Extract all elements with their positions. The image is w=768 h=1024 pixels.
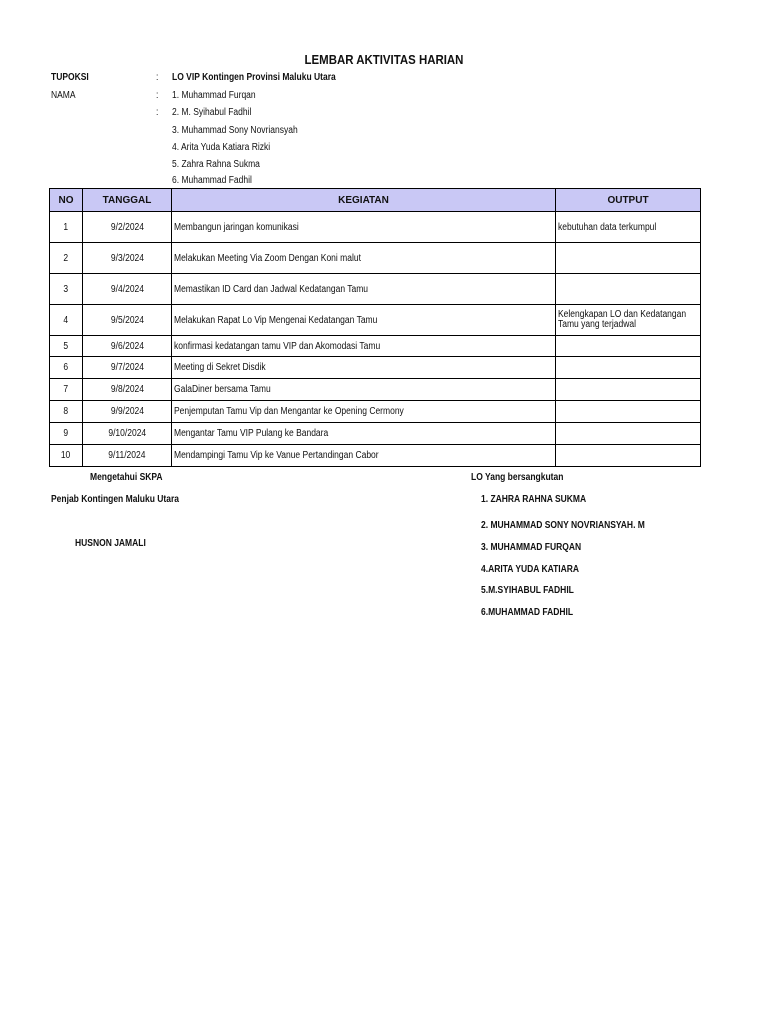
cell-tanggal: 9/7/2024 <box>83 357 172 379</box>
cell-output <box>556 243 701 274</box>
cell-no: 1 <box>50 212 83 243</box>
table-row <box>50 274 701 305</box>
cell-output: kebutuhan data terkumpul <box>556 212 701 243</box>
nama-item: 2. M. Syihabul Fadhil <box>172 107 252 118</box>
tupoksi-label: TUPOKSI <box>51 72 89 83</box>
table-header-row <box>50 189 701 212</box>
cell-output <box>556 357 701 379</box>
cell-tanggal: 9/2/2024 <box>83 212 172 243</box>
lo-name-item: 2. MUHAMMAD SONY NOVRIANSYAH. M <box>481 520 645 531</box>
cell-tanggal: 9/9/2024 <box>83 401 172 423</box>
cell-no: 2 <box>50 243 83 274</box>
cell-kegiatan: Memastikan ID Card dan Jadwal Kedatangan Tamu <box>172 274 556 305</box>
lo-title: LO Yang bersangkutan <box>471 472 564 483</box>
table-row <box>50 401 701 423</box>
cell-kegiatan: Melakukan Rapat Lo Vip Mengenai Kedatangan Tamu <box>172 305 556 336</box>
cell-output <box>556 379 701 401</box>
cell-no: 6 <box>50 357 83 379</box>
document-title: LEMBAR AKTIVITAS HARIAN <box>304 52 464 67</box>
cell-tanggal: 9/10/2024 <box>83 423 172 445</box>
cell-output <box>556 274 701 305</box>
lo-name-item: 1. ZAHRA RAHNA SUKMA <box>481 494 587 505</box>
cell-kegiatan: Meeting di Sekret Disdik <box>172 357 556 379</box>
cell-tanggal: 9/8/2024 <box>83 379 172 401</box>
table-row <box>50 305 701 336</box>
cell-kegiatan: Mendampingi Tamu Vip ke Vanue Pertandingan Cabor <box>172 445 556 467</box>
lo-name-item: 5.M.SYIHABUL FADHIL <box>481 585 574 596</box>
tupoksi-value: LO VIP Kontingen Provinsi Maluku Utara <box>172 72 336 83</box>
nama-item: 5. Zahra Rahna Sukma <box>172 159 260 170</box>
cell-tanggal: 9/11/2024 <box>83 445 172 467</box>
cell-kegiatan: Melakukan Meeting Via Zoom Dengan Koni malut <box>172 243 556 274</box>
cell-output <box>556 336 701 357</box>
table-row <box>50 243 701 274</box>
table-row <box>50 357 701 379</box>
lo-name-item: 6.MUHAMMAD FADHIL <box>481 607 574 618</box>
nama-item: 4. Arita Yuda Katiara Rizki <box>172 142 271 153</box>
nama-item: 1. Muhammad Furqan <box>172 90 256 101</box>
cell-kegiatan: konfirmasi kedatangan tamu VIP dan Akomodasi Tamu <box>172 336 556 357</box>
tupoksi-separator: : <box>156 72 159 83</box>
cell-output <box>556 423 701 445</box>
cell-no: 3 <box>50 274 83 305</box>
table-row <box>50 423 701 445</box>
table-row <box>50 336 701 357</box>
cell-kegiatan: Mengantar Tamu VIP Pulang ke Bandara <box>172 423 556 445</box>
cell-tanggal: 9/4/2024 <box>83 274 172 305</box>
nama-separator-2: : <box>156 107 159 118</box>
signer-name: HUSNON JAMALI <box>75 538 146 549</box>
cell-no: 5 <box>50 336 83 357</box>
cell-kegiatan: GalaDiner bersama Tamu <box>172 379 556 401</box>
cell-tanggal: 9/6/2024 <box>83 336 172 357</box>
nama-item: 3. Muhammad Sony Novriansyah <box>172 125 298 136</box>
lo-name-item: 3. MUHAMMAD FURQAN <box>481 542 582 553</box>
table-row <box>50 379 701 401</box>
nama-item: 6. Muhammad Fadhil <box>172 175 252 186</box>
cell-no: 4 <box>50 305 83 336</box>
penjab-label: Penjab Kontingen Maluku Utara <box>51 494 179 505</box>
activity-table <box>49 188 701 467</box>
header-output: OUTPUT <box>556 189 701 212</box>
cell-tanggal: 9/5/2024 <box>83 305 172 336</box>
cell-output: Kelengkapan LO dan Kedatangan Tamu yang terjadwal <box>556 305 701 336</box>
cell-tanggal: 9/3/2024 <box>83 243 172 274</box>
cell-no: 7 <box>50 379 83 401</box>
cell-output <box>556 401 701 423</box>
header-no: NO <box>50 189 83 212</box>
cell-kegiatan: Membangun jaringan komunikasi <box>172 212 556 243</box>
cell-no: 8 <box>50 401 83 423</box>
cell-kegiatan: Penjemputan Tamu Vip dan Mengantar ke Opening Cermony <box>172 401 556 423</box>
header-tanggal: TANGGAL <box>83 189 172 212</box>
header-kegiatan: KEGIATAN <box>172 189 556 212</box>
lo-name-item: 4.ARITA YUDA KATIARA <box>481 564 580 575</box>
nama-label: NAMA <box>51 90 76 101</box>
cell-no: 10 <box>50 445 83 467</box>
table-row <box>50 445 701 467</box>
cell-output <box>556 445 701 467</box>
cell-no: 9 <box>50 423 83 445</box>
nama-separator: : <box>156 90 159 101</box>
mengetahui-label: Mengetahui SKPA <box>90 472 163 483</box>
table-row <box>50 212 701 243</box>
